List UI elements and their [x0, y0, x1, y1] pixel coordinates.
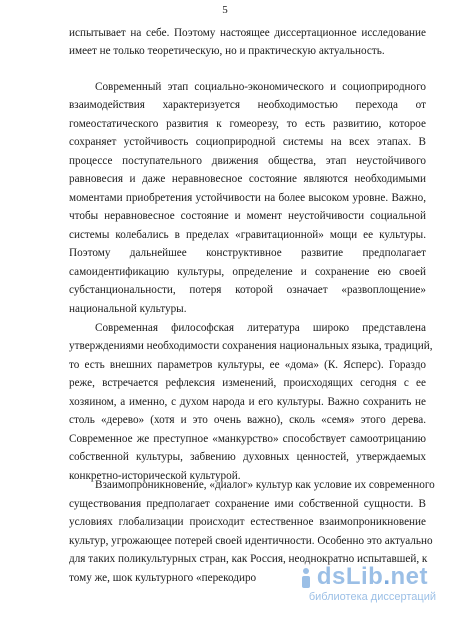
text-line: культур, угрожающее потерей своей идентичности. Особенно это актуально — [69, 535, 433, 547]
page-number: 5 — [222, 4, 228, 16]
text-line: Поэтому дальнейшее конструктивное развитие предполагает — [69, 247, 426, 259]
text-line: столь «дерево» (хотя и это очень важно), сколь «семя» этого дерева. — [69, 414, 426, 426]
text-line: Современный этап социально-экономического и социоприродного — [95, 81, 426, 93]
text-line: гомеостатического развития к гомеорезу, то есть развитию, которое — [69, 118, 426, 130]
text-line: национальной культуры. — [69, 303, 187, 315]
text-line: системы колебались в пределах «гравитационной» мощи ее культуры. — [69, 229, 426, 241]
text-line: существования предполагает сохранение ими собственной сущности. В — [69, 498, 426, 510]
text-line: Взаимопроникновение, «диалог» культур как условие их современного — [95, 479, 435, 491]
text-line: чтобы неравновесное состояние и момент неустойчивости социальной — [69, 210, 426, 222]
text-line: сохраняет устойчивость социоприродной системы на всех этапах. В — [69, 136, 426, 148]
text-line: моментами приобретения устойчивости на более высоком уровне. Важно, — [69, 192, 426, 204]
text-line: собственной культуры, забвению духовных ценностей, утверждаемых — [69, 451, 426, 463]
dslib-logo-text: dsLib.net — [316, 563, 428, 590]
text-line: реже, встречается рефлексия изменений, происходящих сегодня с ее — [69, 377, 426, 389]
text-line: конкретно-исторической культурой. — [69, 470, 241, 482]
text-line: тому же, шок культурного «перекодиро — [69, 572, 257, 584]
text-line: субстанциональности, потеря которой означает «развоплощение» — [69, 284, 426, 296]
text-line: равновесия и даже неравновесное состояние являются необходимыми — [69, 173, 426, 185]
text-line: для таких поликультурных стран, как Россия, неоднократно испытавшей, к — [69, 553, 428, 565]
text-line: Современная философская литература широко представлена — [95, 322, 426, 334]
text-line: утверждениями необходимости сохранения национальных языка, традиций, — [69, 340, 433, 352]
text-line: то есть внешних параметров культуры, ее «дома» (К. Ясперс). Гораздо — [69, 359, 426, 371]
text-line: условиях глобализации происходит естественное взаимопроникновение — [69, 516, 426, 528]
text-line: хозяином, а именно, с духом народа и его культуры. Важно сохранить не — [69, 396, 426, 408]
text-line: Современное же преступное «манкурство» способствует самоотрицанию — [69, 433, 426, 445]
dslib-logo-icon — [296, 567, 316, 589]
text-line: самоидентификацию культуры, определение и сохранение ею своей — [69, 266, 426, 278]
text-line: имеет не только теоретическую, но и практическую актуальность. — [69, 45, 385, 57]
text-line: испытывает на себе. Поэтому настоящее диссертационное исследование — [69, 27, 426, 39]
dslib-watermark — [296, 563, 436, 607]
dslib-subtitle: библиотека диссертаций — [308, 591, 436, 603]
text-line: процессе поступательного движения общества, этап неустойчивого — [69, 155, 426, 167]
text-line: взаимодействия характеризуется необходимостью перехода от — [69, 99, 426, 111]
